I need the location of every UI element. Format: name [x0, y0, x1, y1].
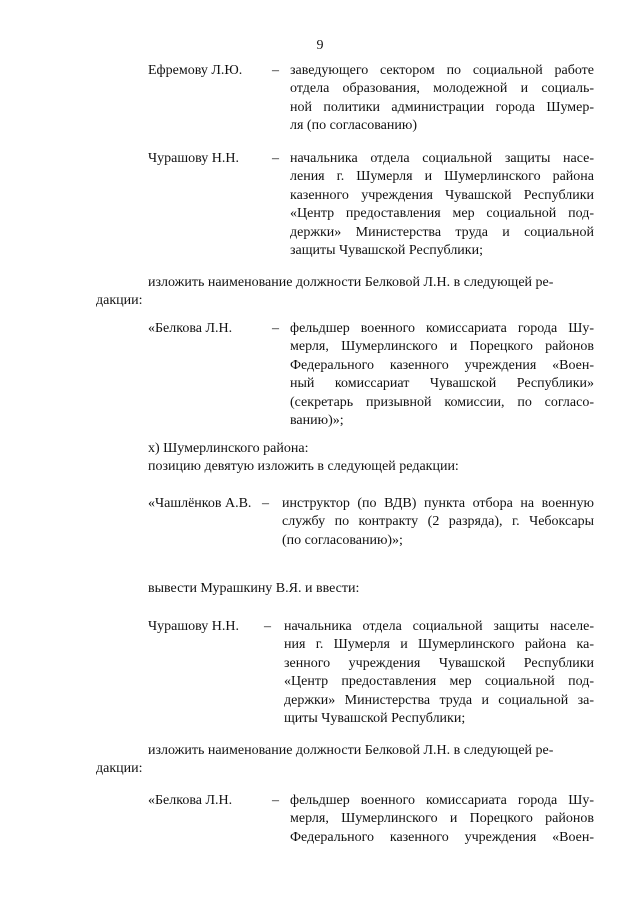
desc-line: «Центр предоставления мер социальной под-	[290, 206, 594, 222]
entry-name: «Белкова Л.Н.	[148, 321, 233, 336]
desc-line: начальника отдела социальной защиты насе-	[290, 151, 594, 166]
entry-dash: –	[262, 496, 269, 511]
entry-dash: –	[272, 63, 279, 78]
paragraph-line: дакции:	[96, 293, 143, 308]
desc-line: ления г. Шумерля и Шумерлинского района	[290, 169, 594, 185]
desc-line: щиты Чувашской Республики;	[284, 711, 466, 727]
desc-line: инструктор (по ВДВ) пункта отбора на военную	[282, 496, 594, 511]
desc-line: ванию)»;	[290, 413, 344, 429]
entry-name: «Белкова Л.Н.	[148, 793, 233, 808]
desc-line: казенного учреждения Чувашской Республики	[290, 187, 594, 203]
paragraph-line: изложить наименование должности Белковой Л.Н. в следующей ре-	[148, 275, 554, 290]
desc-line: фельдшер военного комиссариата города Шу-	[290, 321, 594, 336]
desc-line: службу по контракту (2 разряда), г. Чебоксары	[282, 514, 594, 530]
entry-description	[282, 495, 594, 550]
desc-line: (секретарь призывной комиссии, по согласо-	[290, 394, 594, 410]
entry-description	[290, 792, 594, 847]
entry-description	[284, 618, 594, 728]
entry-name: Чурашову Н.Н.	[148, 619, 239, 634]
desc-line: Федерального казенного учреждения «Воен-	[290, 829, 594, 845]
desc-line: ля (по согласованию)	[290, 118, 417, 134]
paragraph-line: вывести Мурашкину В.Я. и ввести:	[148, 581, 360, 596]
paragraph-line: позицию девятую изложить в следующей редакции:	[148, 459, 459, 474]
desc-line: фельдшер военного комиссариата города Шу-	[290, 793, 594, 808]
paragraph-line: изложить наименование должности Белковой Л.Н. в следующей ре-	[148, 743, 554, 758]
entry-dash: –	[272, 793, 279, 808]
entry-description	[290, 320, 594, 430]
entry-description	[290, 62, 594, 136]
desc-line: «Центр предоставления мер социальной под-	[284, 674, 594, 690]
desc-line: начальника отдела социальной защиты населе-	[284, 619, 594, 634]
paragraph-line: дакции:	[96, 761, 143, 776]
desc-line: ный комиссариат Чувашской Республики»	[290, 376, 594, 392]
desc-line: отдела образования, молодежной и социаль-	[290, 81, 594, 97]
entry-description	[290, 150, 594, 260]
entry-name: Чурашову Н.Н.	[148, 151, 239, 166]
desc-line: мерля, Шумерлинского и Порецкого районов	[290, 811, 594, 827]
desc-line: (по согласованию)»;	[282, 532, 403, 548]
entry-name: «Чашлёнков А.В.	[148, 496, 252, 511]
entry-dash: –	[272, 321, 279, 336]
desc-line: зенного учреждения Чувашской Республики	[284, 655, 594, 671]
paragraph-line: х) Шумерлинского района:	[148, 441, 309, 456]
desc-line: ния г. Шумерля и Шумерлинского района ка-	[284, 637, 594, 653]
entry-dash: –	[272, 151, 279, 166]
desc-line: держки» Министерства труда и социальной	[290, 224, 594, 240]
page-number: 9	[316, 38, 324, 53]
entry-name: Ефремову Л.Ю.	[148, 63, 243, 78]
desc-line: Федерального казенного учреждения «Воен-	[290, 357, 594, 373]
desc-line: заведующего сектором по социальной работе	[290, 63, 594, 78]
desc-line: держки» Министерства труда и социальной за-	[284, 692, 594, 708]
desc-line: защиты Чувашской Республики;	[290, 243, 483, 259]
desc-line: мерля, Шумерлинского и Порецкого районов	[290, 339, 594, 355]
entry-dash: –	[264, 619, 271, 634]
desc-line: ной политики администрации города Шумер-	[290, 99, 594, 115]
